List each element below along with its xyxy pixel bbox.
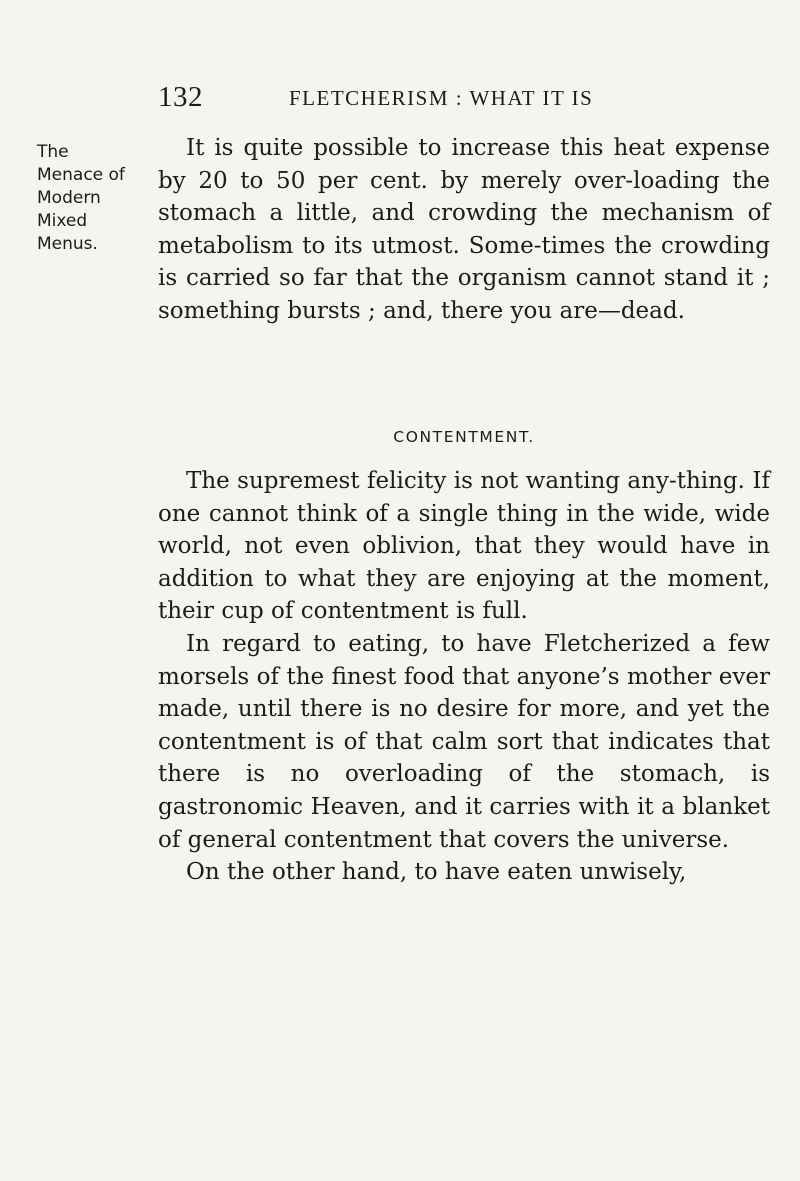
body-block-contentment bbox=[158, 465, 770, 889]
body-block-top bbox=[158, 132, 770, 328]
margin-note-line: Mixed bbox=[37, 211, 88, 231]
margin-note-line: Modern bbox=[37, 188, 101, 208]
margin-note-line: Menace of bbox=[37, 165, 125, 185]
paragraph-heat-expense: It is quite possible to increase this heat expense by 20 to 50 per cent. by merely over-loading the stomach a little, and crowding the mechanism of metabolism to its utmost. Some-times the crowding is carried so far that the organism cannot stand it ; something bursts ; and, there you are—dead. bbox=[158, 135, 770, 324]
margin-note-line: Menus. bbox=[37, 234, 98, 254]
section-heading: CONTENTMENT. bbox=[393, 428, 535, 446]
paragraph-supremest-felicity: The supremest felicity is not wanting any-thing. If one cannot think of a single thing in the wide, wide world, not even oblivion, that they would have in addition to what they are enjoying at the moment, their cup of contentment is full. bbox=[158, 468, 770, 625]
page-header bbox=[158, 80, 758, 114]
margin-note bbox=[37, 141, 147, 256]
page-number: 132 bbox=[158, 81, 203, 113]
margin-note-line: The bbox=[37, 142, 69, 162]
paragraph-other-hand: On the other hand, to have eaten unwisely, bbox=[186, 859, 687, 886]
running-title: FLETCHERISM : WHAT IT IS bbox=[289, 86, 594, 110]
paragraph-regard-to-eating: In regard to eating, to have Fletcherized a few morsels of the finest food that anyone’s mother ever made, until there is no desire for more, and yet the contentment is of that calm sort that indicates that there is no overloading of the stomach, is gastronomic Heaven, and it carries with it a blanket of general contentment that covers the universe. bbox=[158, 630, 770, 853]
